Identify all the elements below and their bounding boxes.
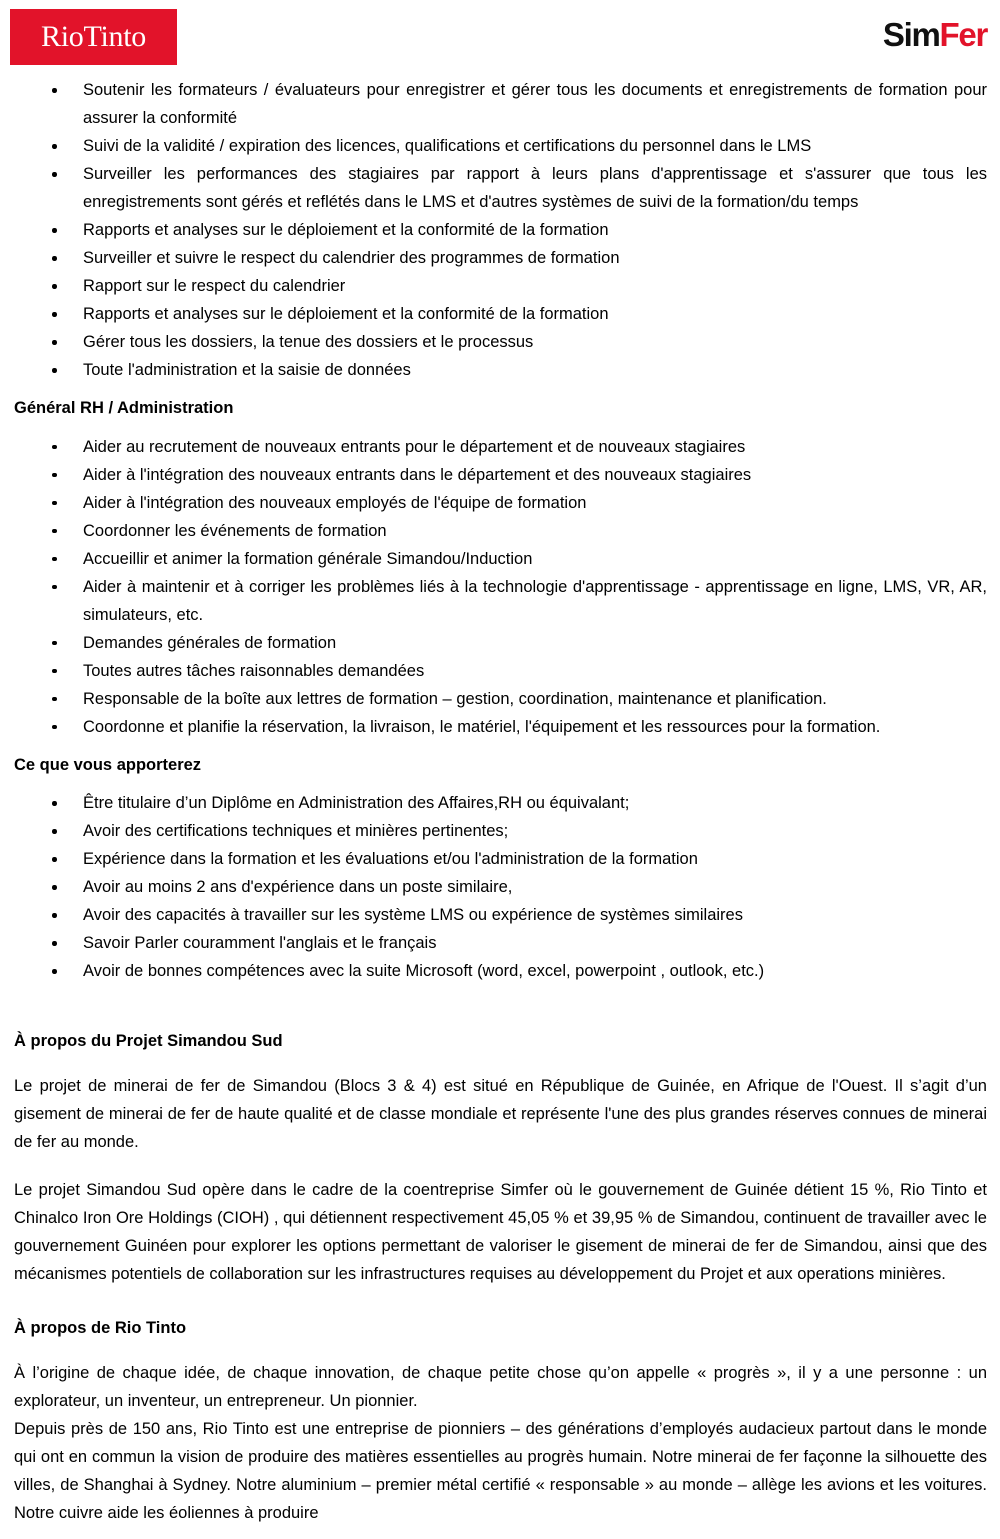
list-item: Rapports et analyses sur le déploiement et la conformité de la formation [14, 216, 987, 244]
list-item: Avoir des certifications techniques et minières pertinentes; [14, 817, 987, 845]
riotinto-logo-text: RioTinto [41, 20, 146, 53]
simfer-logo-fer: Fer [939, 16, 987, 53]
riotinto-logo [10, 9, 177, 65]
spacer [14, 741, 987, 755]
list-item: Surveiller les performances des stagiaires par rapport à leurs plans d'apprentissage et s'assurer que tous les enregistrements sont gérés et reflétés dans le LMS et d'autres systèmes de suivi de la formation/du temps [14, 160, 987, 216]
list-item: Avoir au moins 2 ans d'expérience dans un poste similaire, [14, 873, 987, 901]
list-item: Coordonner les événements de formation [14, 517, 987, 545]
spacer [14, 419, 987, 433]
list-item: Coordonne et planifie la réservation, la livraison, le matériel, l'équipement et les ressources pour la formation. [14, 713, 987, 741]
about-simandou-paragraph-1: Le projet de minerai de fer de Simandou (Blocs 3 & 4) est situé en République de Guinée, en Afrique de l'Ouest. Il s’agit d’un gisement de minerai de fer de haute qualité et de classe mondiale et représente l'une des plus grandes réserves connues de minerai de fer au monde. [14, 1076, 987, 1151]
what-you-bring-bullet-list [14, 789, 987, 985]
section-heading-about-simandou: À propos du Projet Simandou Sud [14, 1032, 283, 1051]
about-simandou-paragraph-2: Le projet Simandou Sud opère dans le cadre de la coentreprise Simfer où le gouvernement de Guinée détient 15 %, Rio Tinto et Chinalco Iron Ore Holdings (CIOH) , qui détiennent respectivement 45,05 % et 39,95 % de Simandou, continuent de travailler avec le gouvernement Guinéen pour explorer les options permettant de valoriser le gisement de minerai de fer de Simandou, ainsi que des mécanismes potentiels de collaboration sur les infrastructures requises au développement du Projet et aux operations minières. [14, 1180, 987, 1283]
about-riotinto-paragraph-1: À l’origine de chaque idée, de chaque innovation, de chaque petite chose qu’on appelle « progrès », il y a une personne : un explorateur, un inventeur, un entrepreneur. Un pionnier. [14, 1363, 987, 1410]
list-item: Responsable de la boîte aux lettres de formation – gestion, coordination, maintenance et planification. [14, 685, 987, 713]
simfer-logo-sim: Sim [882, 16, 940, 53]
training-admin-bullet-list [14, 76, 987, 384]
spacer [14, 775, 987, 789]
list-item: Avoir des capacités à travailler sur les système LMS ou expérience de systèmes similaires [14, 901, 987, 929]
list-item: Aider à l'intégration des nouveaux employés de l'équipe de formation [14, 489, 987, 517]
list-item: Demandes générales de formation [14, 629, 987, 657]
list-item: Aider à l'intégration des nouveaux entrants dans le département et des nouveaux stagiaires [14, 461, 987, 489]
document-header [0, 0, 1000, 76]
list-item: Rapports et analyses sur le déploiement et la conformité de la formation [14, 300, 987, 328]
list-item: Gérer tous les dossiers, la tenue des dossiers et le processus [14, 328, 987, 356]
section-heading-about-riotinto: À propos de Rio Tinto [14, 1318, 187, 1337]
general-hr-bullet-list [14, 433, 987, 741]
simfer-logo [883, 18, 987, 51]
list-item: Toute l'administration et la saisie de données [14, 356, 987, 384]
list-item: Avoir de bonnes compétences avec la suite Microsoft (word, excel, powerpoint , outlook, etc.) [14, 957, 987, 985]
spacer [14, 985, 987, 1031]
spacer [14, 1052, 987, 1072]
list-item: Accueillir et animer la formation générale Simandou/Induction [14, 545, 987, 573]
spacer [14, 384, 987, 398]
about-riotinto-paragraph-2: Depuis près de 150 ans, Rio Tinto est une entreprise de pionniers – des générations d’employés audacieux partout dans le monde qui ont en commun la vision de produire des matières essentielles au progrès humain. Notre minerai de fer façonne la silhouette des villes, de Shanghai à Sydney. Notre aluminium – premier métal certifié « responsable » au monde – allège les avions et les voitures. Notre cuivre aide les éoliennes à produire [14, 1419, 987, 1522]
list-item: Expérience dans la formation et les évaluations et/ou l'administration de la formation [14, 845, 987, 873]
list-item: Toutes autres tâches raisonnables demandées [14, 657, 987, 685]
spacer [14, 1288, 987, 1318]
list-item: Savoir Parler couramment l'anglais et le français [14, 929, 987, 957]
section-heading-general-hr: Général RH / Administration [14, 399, 234, 417]
list-item: Rapport sur le respect du calendrier [14, 272, 987, 300]
section-heading-what-you-bring: Ce que vous apporterez [14, 755, 202, 774]
list-item: Aider au recrutement de nouveaux entrants pour le département et de nouveaux stagiaires [14, 433, 987, 461]
list-item: Aider à maintenir et à corriger les problèmes liés à la technologie d'apprentissage - apprentissage en ligne, LMS, VR, AR, simulateurs, etc. [14, 573, 987, 629]
list-item: Surveiller et suivre le respect du calendrier des programmes de formation [14, 244, 987, 272]
spacer [14, 1339, 987, 1359]
document-body [0, 76, 1000, 1527]
list-item: Soutenir les formateurs / évaluateurs pour enregistrer et gérer tous les documents et enregistrements de formation pour assurer la conformité [14, 76, 987, 132]
list-item: Être titulaire d’un Diplôme en Administration des Affaires,RH ou équivalant; [14, 789, 987, 817]
list-item: Suivi de la validité / expiration des licences, qualifications et certifications du personnel dans le LMS [14, 132, 987, 160]
spacer [14, 1156, 987, 1176]
